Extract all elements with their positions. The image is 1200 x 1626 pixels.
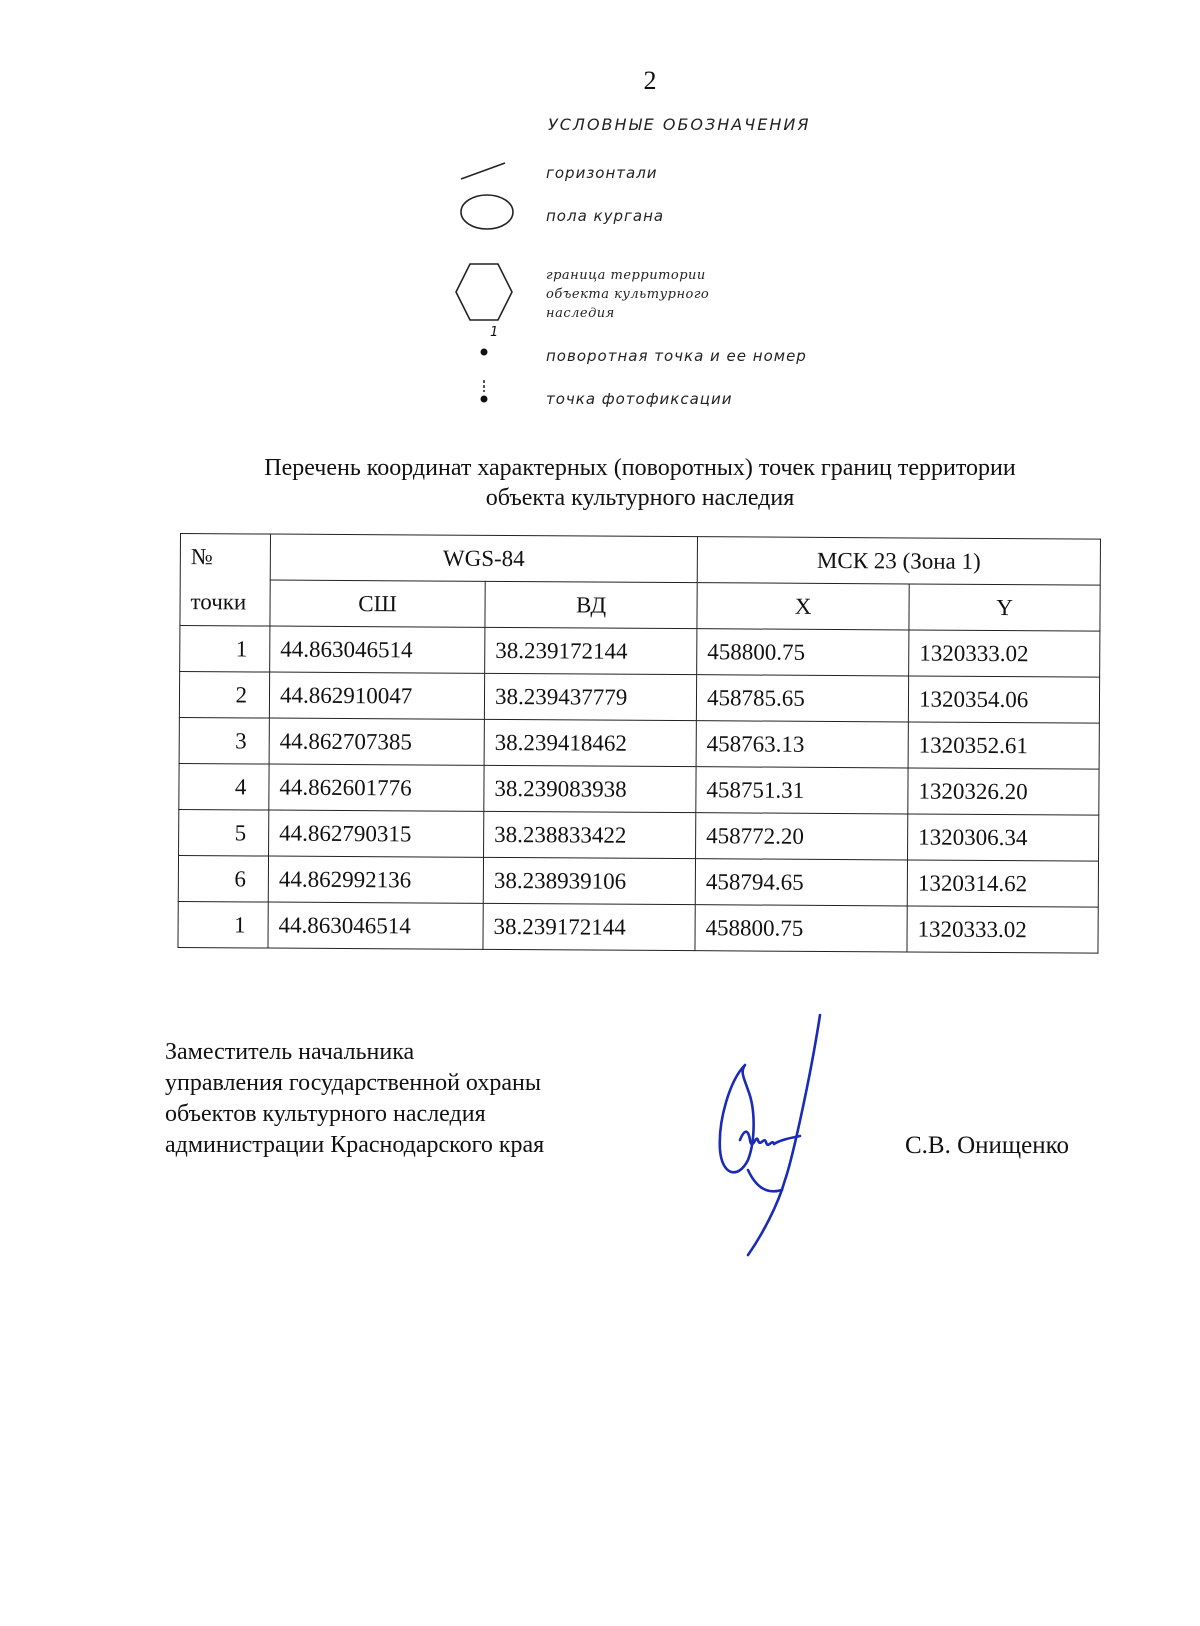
boundary-hexagon-icon (450, 258, 520, 328)
cell-longitude: 38.238939106 (483, 857, 695, 904)
legend-boundary-line: объекта культурного (546, 287, 710, 302)
cell-point-number: 6 (178, 855, 268, 902)
header-point-number (180, 534, 271, 627)
legend-photo-point-label: точка фотофиксации (546, 390, 733, 408)
cell-latitude: 44.862992136 (268, 856, 483, 903)
coordinates-table (177, 533, 1101, 954)
table-row (178, 901, 1098, 953)
cell-y: 1320314.62 (907, 860, 1098, 907)
table-row (179, 763, 1099, 815)
cell-point-number: 1 (178, 901, 268, 948)
cell-y: 1320326.20 (908, 768, 1099, 815)
cell-point-number: 3 (179, 717, 269, 764)
cell-y: 1320333.02 (909, 630, 1100, 677)
cell-longitude: 38.239437779 (484, 673, 696, 720)
table-header-row (180, 534, 1100, 586)
mound-ellipse-icon (455, 190, 525, 235)
cell-longitude: 38.239172144 (483, 903, 695, 950)
legend-contours-label: горизонтали (546, 164, 658, 182)
cell-point-number: 2 (179, 672, 269, 719)
cell-x: 458800.75 (695, 905, 907, 952)
title-line: Перечень координат характерных (поворотных) точек границ территории (264, 455, 1016, 481)
cell-y: 1320352.61 (908, 722, 1099, 769)
table-row (179, 672, 1099, 724)
legend-turning-point-number: 1 (490, 325, 499, 340)
table-row (178, 855, 1098, 907)
cell-x: 458772.20 (696, 813, 908, 860)
signatory-position (165, 1037, 544, 1161)
cell-latitude: 44.862601776 (269, 764, 484, 811)
cell-latitude: 44.863046514 (270, 626, 485, 673)
table-subheader-row (180, 580, 1100, 632)
cell-latitude: 44.862707385 (269, 718, 484, 765)
cell-y: 1320333.02 (907, 906, 1098, 953)
position-line: Заместитель начальника (165, 1039, 415, 1065)
cell-y: 1320306.34 (908, 814, 1099, 861)
header-wgs84: WGS-84 (270, 534, 697, 583)
table-row (180, 626, 1100, 678)
photo-point-icon (476, 378, 492, 408)
cell-point-number: 1 (180, 626, 270, 673)
legend-boundary-line: наследия (546, 306, 615, 321)
legend-turning-point-label: поворотная точка и ее номер (546, 347, 807, 365)
cell-latitude: 44.862790315 (269, 810, 484, 857)
position-line: администрации Краснодарского края (165, 1132, 545, 1158)
cell-longitude: 38.239083938 (484, 765, 696, 812)
legend-boundary-line: граница территории (546, 268, 706, 283)
cell-x: 458800.75 (697, 629, 909, 676)
cell-x: 458763.13 (696, 721, 908, 768)
contour-line-icon (455, 155, 515, 185)
header-y: Y (909, 584, 1100, 631)
cell-x: 458785.65 (696, 675, 908, 722)
header-longitude: ВД (485, 581, 697, 628)
cell-longitude: 38.238833422 (484, 811, 696, 858)
cell-x: 458794.65 (695, 859, 907, 906)
coordinates-list-title (150, 453, 1130, 513)
legend-mound-label: пола кургана (546, 207, 665, 225)
legend-boundary-label (546, 266, 709, 323)
cell-x: 458751.31 (696, 767, 908, 814)
signatory-name: С.В. Онищенко (905, 1132, 1070, 1159)
legend-title: УСЛОВНЫЕ ОБОЗНАЧЕНИЯ (548, 115, 811, 134)
title-line: объекта культурного наследия (485, 485, 795, 511)
turning-point-icon (476, 344, 492, 360)
cell-longitude: 38.239418462 (484, 719, 696, 766)
page-number: 2 (643, 66, 657, 95)
table-row (179, 809, 1099, 861)
cell-point-number: 4 (179, 763, 269, 810)
header-latitude: СШ (270, 580, 485, 627)
cell-y: 1320354.06 (908, 676, 1099, 723)
cell-point-number: 5 (179, 809, 269, 856)
cell-latitude: 44.863046514 (268, 902, 483, 949)
cell-longitude: 38.239172144 (485, 627, 697, 674)
cell-latitude: 44.862910047 (269, 672, 484, 719)
position-line: управления государственной охраны (165, 1070, 541, 1096)
position-line: объектов культурного наследия (165, 1101, 486, 1127)
header-msk23: МСК 23 (Зона 1) (697, 537, 1100, 585)
header-no-word: точки (190, 589, 247, 615)
header-x: X (697, 583, 909, 630)
handwritten-signature (700, 1010, 860, 1270)
table-row (179, 717, 1099, 769)
header-no-symbol: № (190, 544, 213, 570)
